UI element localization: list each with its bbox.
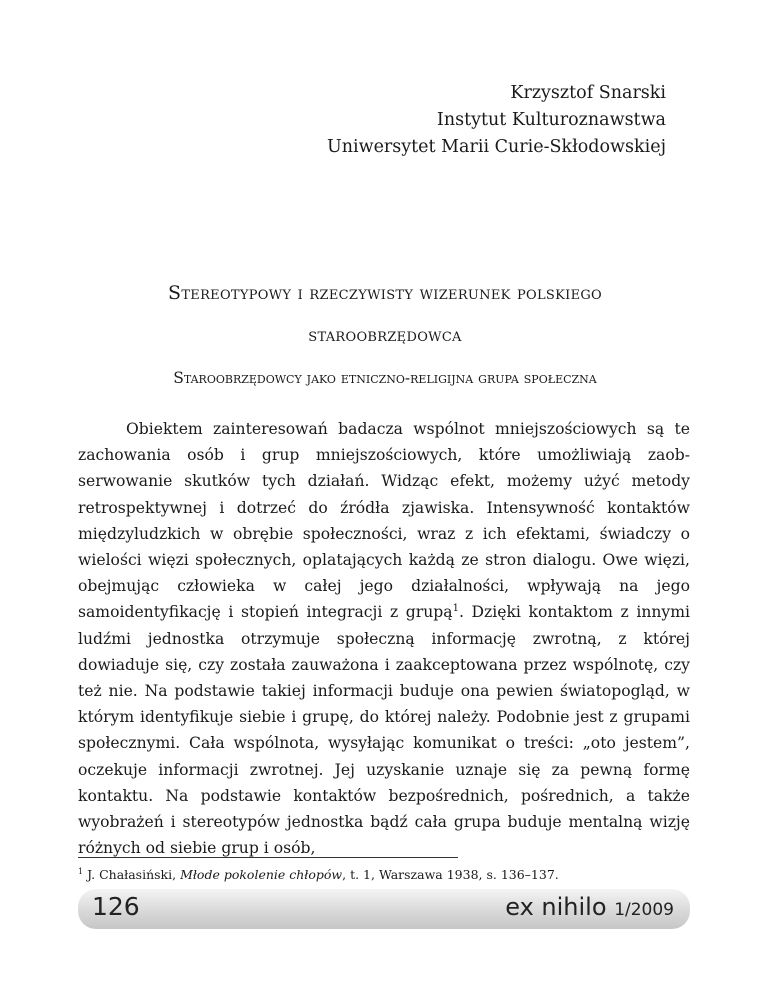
footnote-mark: 1	[78, 867, 84, 876]
footnote-work-title: Młode pokolenie chłopów	[180, 867, 343, 883]
body-paragraph	[78, 416, 690, 861]
page-number: 126	[92, 892, 140, 921]
author-name: Krzysztof Snarski	[510, 83, 666, 103]
section-heading: Staroobrzędowcy jako etniczno-religijna grupa społeczna	[173, 369, 597, 387]
journal-issue: 1/2009	[614, 900, 674, 920]
body-text-part-2: . Dzięki kontaktom z innymi ludźmi jednostka otrzymuje społeczną informację zwrotną, z której dowiaduje się, czy została zauważona i zaakceptowana przez wspólnotę, czy też nie. Na podstawie takiej informacji buduje ona pewien światopogląd, w którym identyfikuje siebie i grupę, do której należy. Podobnie jest z grupami społecznymi. Cała wspólnota, wysyłając komunikat o treści: „oto jestem”, oczekuje informacji zwrotnej. Jej uzyskanie uznaje się za pewną formę kontaktu. Na podstawie kontaktów bezpośrednich, pośrednich, a także wyobrażeń i stereotypów jednostka bądź cała grupa buduje mentalną wizję różnych od siebie grup i osób,	[78, 603, 690, 858]
article-title	[80, 272, 690, 356]
footnote-divider	[78, 857, 458, 858]
article-title-line-1: Stereotypowy i rzeczywisty wizerunek polskiego	[168, 282, 602, 304]
journal-title: ex nihilo	[505, 893, 607, 921]
article-title-line-2: staroobrzędowca	[308, 324, 462, 346]
author-institute: Instytut Kulturoznawstwa	[436, 110, 666, 130]
footnote	[78, 864, 690, 883]
author-block	[327, 80, 666, 161]
journal-name	[505, 893, 674, 921]
footnote-author: J. Chałasiński,	[87, 867, 177, 883]
page-footer	[78, 889, 690, 929]
body-text-part-1: Obiektem zainteresowań badacza wspólnot mniejszościowych są te zachowania osób i grup mniejszościowych, które umożliwiają zaobserwowanie skutków tych działań. Widząc efekt, możemy użyć metody retrospektywnej i dotrzeć do źródła zjawiska. Intensywność kontaktów międzyludzkich w obrębie społeczności, wraz z ich efektami, świadczy o wielości więzi społecznych, oplatających każdą ze stron dialogu. Owe więzi, obejmując człowieka w całej jego działalności, wpływają na jego samoidentyfikację i stopień integracji z grupą	[78, 420, 690, 622]
author-university: Uniwersytet Marii Curie-Skłodowskiej	[326, 137, 666, 157]
footnote-details: , t. 1, Warszawa 1938, s. 136–137.	[342, 867, 559, 883]
body-text	[78, 416, 690, 861]
footnote-reference[interactable]: 1	[452, 603, 459, 615]
